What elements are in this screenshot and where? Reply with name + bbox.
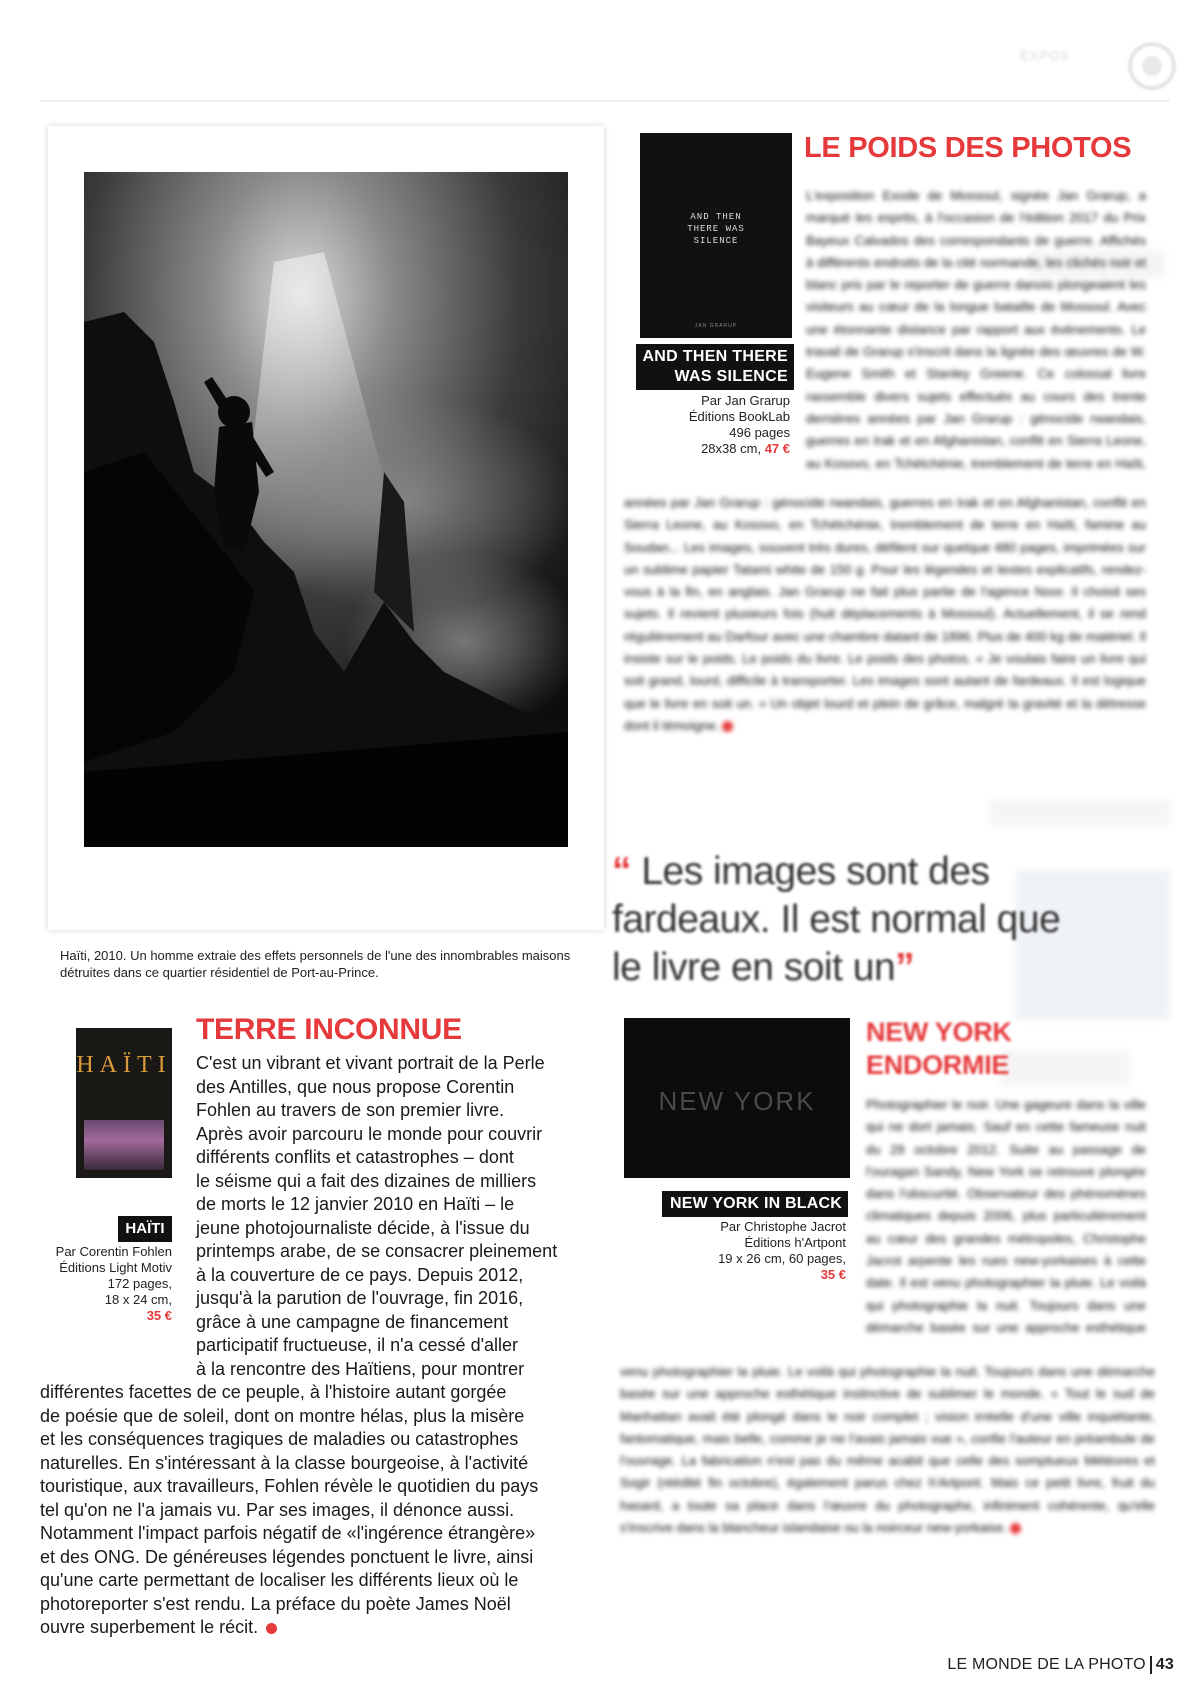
newyork-body-text: Photographier le noir. Une gageure dans la ville qui ne dort jamais. Sauf en cette fameuse nuit du 29 octobre 2012. Suite au passage de l'ouragan Sandy, New York se retrouve plongée dans l'obscurité. Observateur des phénomènes climatiques depuis 2006, plus particulièrement au cœur des grandes métropoles, Christophe Jacrot arpente les rues new-yorkaises à cette date. Il est venu photographier la pluie. Le voilà qui photographie la nuit. Toujours dans une démarche basée sur une approche esthétique: [866, 1097, 1146, 1335]
end-mark: [722, 721, 733, 732]
body-line: des Antilles, que nous propose Corentin: [196, 1076, 515, 1097]
poids-body-wide: [624, 492, 1146, 808]
newyork-headline-line2: ENDORMIE: [866, 1050, 1010, 1080]
silence-cover-author: JAN GRARUP: [694, 323, 738, 329]
haiti-publisher: Éditions Light Motiv: [59, 1260, 172, 1275]
haiti-book-title: HAÏTI: [118, 1216, 172, 1242]
silence-cover-text: AND THEN THERE WAS SILENCE: [687, 212, 745, 246]
body-line: Notamment l'impact parfois négatif de «l'ingérence étrangère»: [40, 1523, 536, 1543]
haiti-book-cover: [76, 1028, 172, 1178]
newyork-body-wide: [620, 1361, 1155, 1611]
body-line: printemps arabe, de se consacrer pleinement: [196, 1241, 558, 1261]
body-line: et des ONG. De généreuses légendes ponctuent le livre, ainsi: [40, 1546, 534, 1567]
end-mark: [266, 1623, 277, 1634]
pull-quote: [612, 848, 1092, 992]
body-line: touristique, aux travailleurs, Fohlen révèle le quotidien du pays: [40, 1476, 539, 1496]
quote-open-mark: “: [612, 850, 631, 893]
body-line: et les conséquences tragiques de maladies ou catastrophes: [40, 1429, 519, 1449]
newyork-book-meta: [650, 1219, 846, 1283]
body-line: photoreporter s'est rendu. La préface du poète James Noël: [40, 1593, 511, 1614]
newyork-price: 35 €: [820, 1267, 846, 1282]
body-line: différents conflits et catastrophes – dont: [196, 1147, 514, 1167]
body-line: à la rencontre des Haïtiens, pour montrer: [196, 1358, 525, 1379]
silence-price: 47 €: [764, 441, 790, 456]
body-line: naturelles. En s'intéressant à la classe bourgeoise, à l'activité: [40, 1452, 529, 1473]
newyork-headline: [866, 1016, 1012, 1082]
end-mark: [1010, 1523, 1021, 1534]
silence-book-cover: [640, 133, 792, 338]
silence-format: 28x38 cm,: [701, 441, 762, 456]
silence-publisher: Éditions BookLab: [688, 409, 790, 424]
body-line: jeune photojournaliste décide, à l'issue du: [196, 1217, 530, 1238]
body-line: Fohlen au travers de son premier livre.: [196, 1100, 505, 1120]
silence-author: Par Jan Grarup: [701, 393, 790, 408]
haiti-price: 35 €: [146, 1308, 172, 1323]
haiti-pages: 172 pages,: [107, 1276, 172, 1291]
silence-book-meta: [604, 393, 790, 457]
poids-body-continued: années par Jan Grarup : génocide rwandais, guerres en Irak et en Afghanistan, conflit en Sierra Leone, au Kosovo, en Tchétchénie, tremblement de terre en Haïti, famine au Soudan... Les images, souvent très dures, défilent sur quelque 480 pages, imprimées sur un sublime papier Tatami white de 150 g. Pour les légendes et textes explicatifs, rendez-vous à la fin, en anglais. Jan Grarup ne fait plus partie de l'agence Noor. Il choisit ses sujets. Il revient plusieurs fois (huit déplacements à Mossoul). Actuellement, il se rend régulièrement au Darfour avec une chambre datant de 1896. Plus de 400 kg de matériel. Il insiste sur le poids. Le poids du livre. Le poids des photos. « Je voulais faire un livre qui soit grand, lourd, difficile à transporter. Les images sont autant de fardeaux. Il est logique que le livre en soit un. » Un objet lourd et plein de grâce, malgré la gravité et la détresse dont il témoigne.: [624, 495, 1146, 733]
terre-body-wide: [40, 1381, 600, 1640]
photo-frame: [48, 126, 604, 930]
newyork-headline-line1: NEW YORK: [866, 1017, 1012, 1047]
footer-magazine: LE MONDE DE LA PHOTO: [947, 1656, 1146, 1674]
haiti-cover-text: HAÏTI: [76, 1052, 172, 1078]
quote-close-mark: ”: [895, 946, 915, 989]
body-line-last: [40, 1616, 600, 1640]
haiti-cover-image: [84, 1120, 164, 1170]
body-line: grâce à une campagne de financement: [196, 1311, 509, 1332]
body-line: C'est un vibrant et vivant portrait de la Perle: [196, 1053, 545, 1073]
body-line: qu'une carte permettant de localiser les différents lieux où le: [40, 1570, 519, 1590]
page-number: 43: [1155, 1656, 1174, 1674]
newyork-body: [866, 1094, 1146, 1340]
terre-body-narrow: [196, 1052, 592, 1381]
poids-body: [806, 185, 1146, 477]
body-line: participatif fructueuse, il n'a cessé d'aller: [196, 1335, 519, 1355]
section-icon: [1128, 42, 1176, 90]
body-line: tel qu'on ne l'a jamais vu. Par ses images, il dénonce aussi.: [40, 1499, 515, 1520]
bleed-through-block: [1000, 1050, 1130, 1086]
silence-pages: 496 pages: [729, 425, 790, 440]
body-line: à la couverture de ce pays. Depuis 2012,: [196, 1264, 524, 1285]
haiti-book-meta: [28, 1244, 172, 1324]
body-line: différentes facettes de ce peuple, à l'histoire autant gorgée: [40, 1382, 507, 1402]
top-divider: [40, 100, 1170, 102]
photo-caption: Haïti, 2010. Un homme extraie des effets personnels de l'une des innombrables maisons détruites dans ce quartier résidentiel de Port-au-Prince.: [60, 948, 571, 980]
body-line: jusqu'à la parution de l'ouvrage, fin 2016,: [196, 1288, 524, 1308]
newyork-details: 19 x 26 cm, 60 pages,: [718, 1251, 846, 1266]
newyork-cover-text: NEW YORK: [658, 1086, 816, 1116]
poids-body-text: L'exposition Exode de Mossoul, signée Jan Grarup, a marqué les esprits, à l'occasion de l'édition 2017 du Prix Bayeux Calvados des correspondants de guerre. Affichés à différents endroits de la cité normande, les clichés noir et blanc pris par le reporter de guerre danois plongeaient les visiteurs au cœur de la longue bataille de Mossoul. Avec une étonnante distance par rapport aux événements. Le travail de Grarup s'inscrit dans la lignée des œuvres de W. Eugene Smith et Stanley Greene. Ce colossal livre rassemble divers sujets effectués au cours des trente dernières années par Jan Grarup : génocide rwandais, guerres en Irak et en Afghanistan, conflit en Sierra Leone, au Kosovo, en Tchétchénie, tremblement de terre en Haïti,: [806, 188, 1146, 471]
section-label: EXPOS: [1020, 48, 1070, 63]
silence-book-title: AND THEN THERE WAS SILENCE: [636, 344, 794, 390]
newyork-author: Par Christophe Jacrot: [720, 1219, 846, 1234]
body-line: le séisme qui a fait des dizaines de milliers: [196, 1170, 537, 1191]
body-line: de poésie que de soleil, dont on montre hélas, plus la misère: [40, 1405, 525, 1426]
pull-quote-text: Les images sont des fardeaux. Il est normal que le livre en soit un: [612, 850, 1061, 989]
newyork-publisher: Éditions h'Artpont: [744, 1235, 846, 1250]
haiti-format: 18 x 24 cm,: [104, 1292, 172, 1307]
haiti-photo: [84, 172, 568, 847]
newyork-body-continued: venu photographier la pluie. Le voilà qui photographie la nuit. Toujours dans une démarche basée sur une approche esthétique instinctive de sublimer le monde. « Tout le sud de Manhattan avait été plongé dans le noir complet ; vision irréelle d'une ville inquiétante, fantomatique, mais belle, comme je ne l'avais jamais vue », confie l'auteur en préambule de l'ouvrage. La fabrication n'est pas du même acabit que celle des somptueux Météores et Sogir (réédité fin octobre), également parus chez h'Artpont. Mais ce petit livre, fruit du hasard, a toute sa place dans l'œuvre du photographe, infiniment cohérente, qu'elle s'inscrive dans la blancheur islandaise ou la noirceur new-yorkaise.: [620, 1364, 1155, 1536]
newyork-book-cover: [624, 1018, 850, 1178]
silence-format-price: [604, 441, 790, 457]
terre-headline: TERRE INCONNUE: [196, 1013, 462, 1046]
body-line: Après avoir parcouru le monde pour couvrir: [196, 1123, 543, 1144]
newyork-book-title: NEW YORK IN BLACK: [662, 1191, 848, 1217]
page-footer: [947, 1656, 1174, 1674]
poids-headline: LE POIDS DES PHOTOS: [804, 132, 1132, 164]
haiti-author: Par Corentin Fohlen: [55, 1244, 172, 1259]
body-line: de morts le 12 janvier 2010 en Haïti – le: [196, 1194, 515, 1214]
body-line-text: ouvre superbement le récit.: [40, 1617, 259, 1637]
footer-divider: [1150, 1656, 1152, 1674]
